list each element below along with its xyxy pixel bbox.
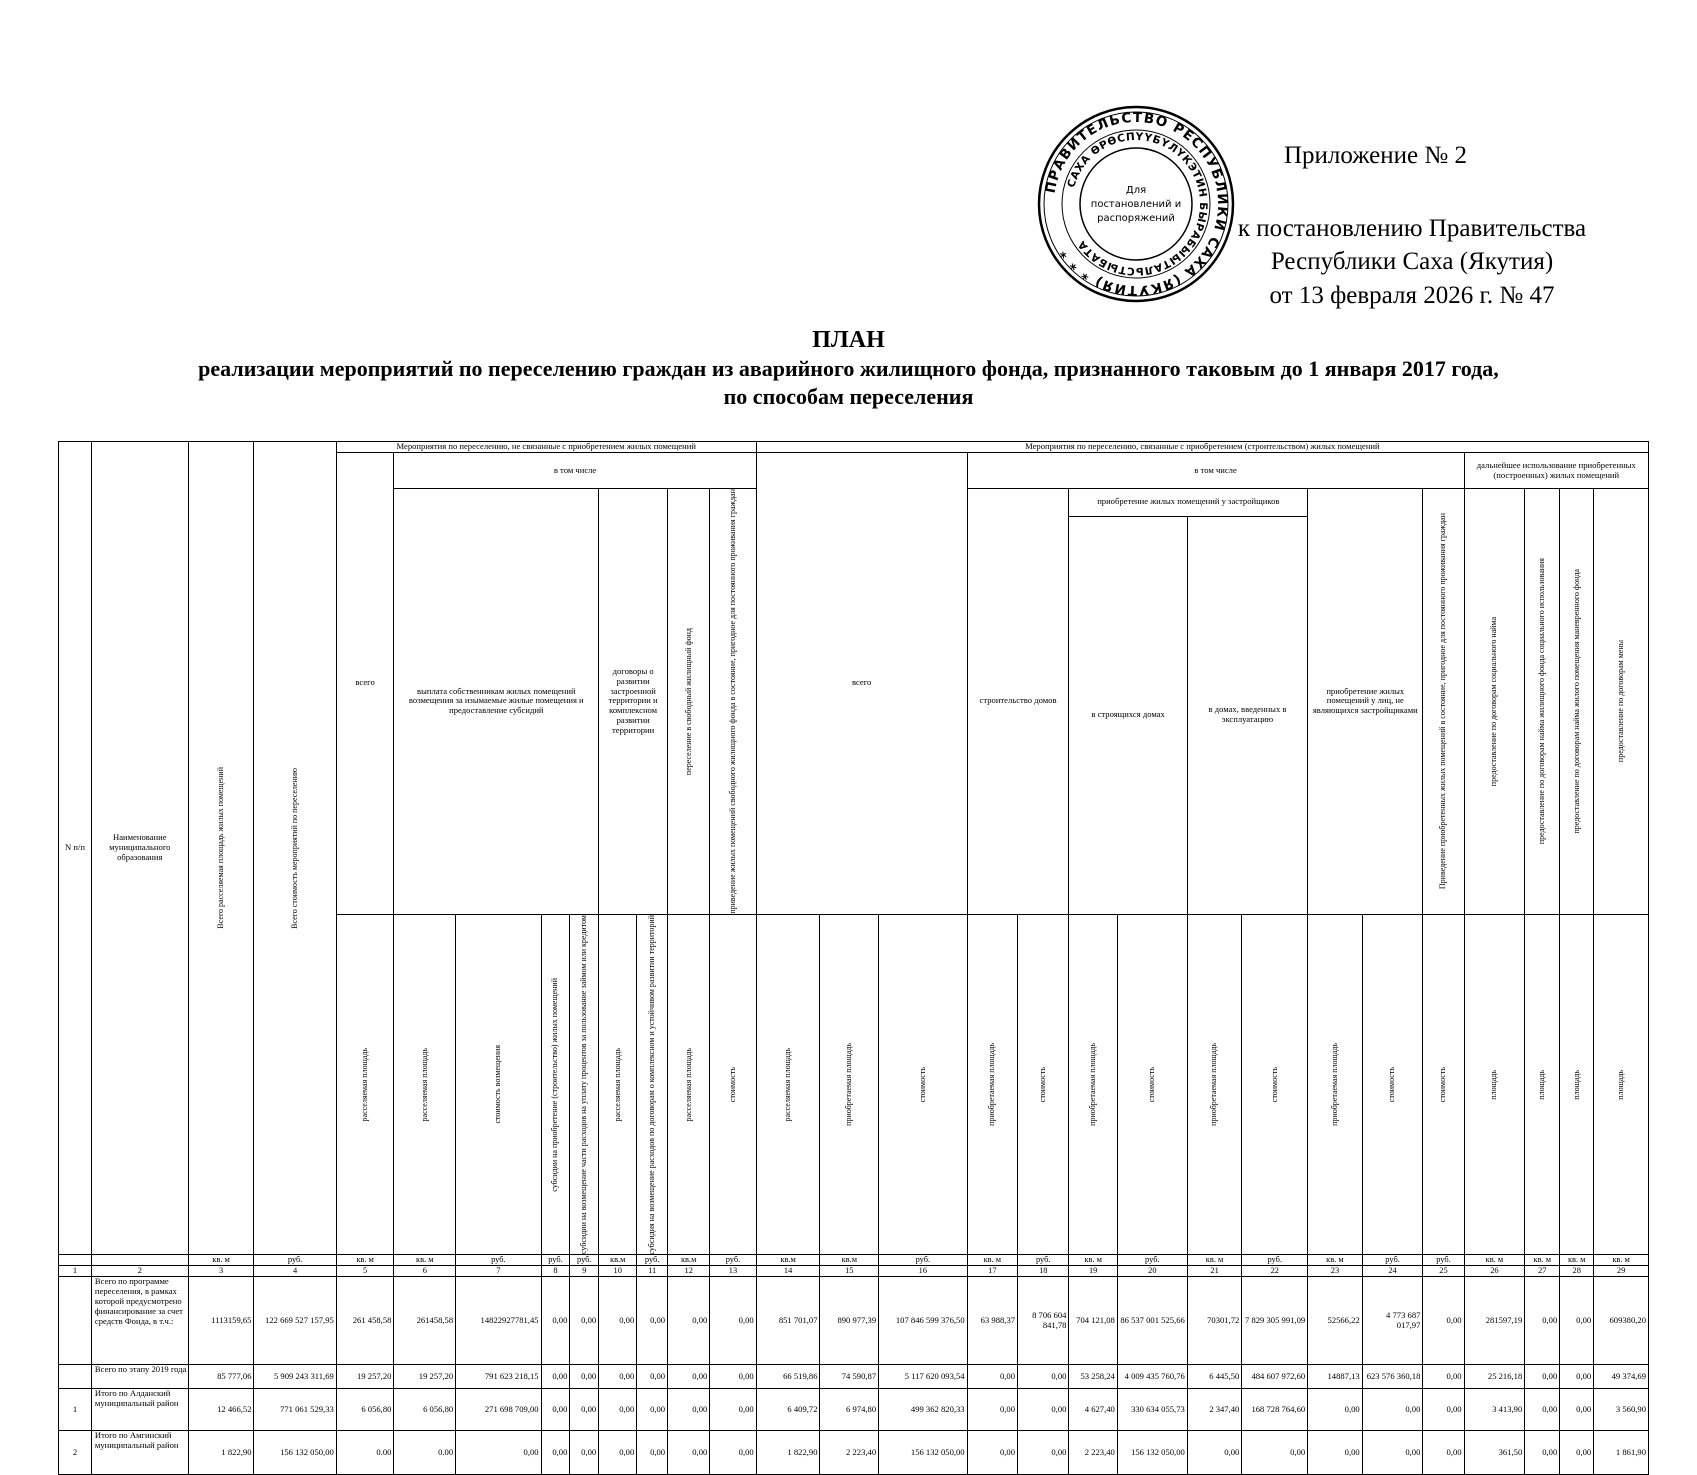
seal-center-1: Для [1125,185,1147,196]
table-cell: 49 374,69 [1594,1365,1649,1389]
column-number-cell: 6 [394,1266,456,1277]
subheader-cell: стоимость [1423,914,1464,1255]
column-number-cell: 13 [710,1266,756,1277]
column-number-cell: 17 [967,1266,1017,1277]
header-bringing-acquired: Приведение приобретенных жилых помещений в состояние, пригодное для постоянного проживания граждан [1423,489,1464,915]
table-cell: 261458,58 [394,1277,456,1365]
subheader-cell: стоимость [1018,914,1069,1255]
table-cell: 0,00 [668,1389,710,1431]
table-cell: 0,00 [541,1431,570,1475]
unit-cell: кв. м [188,1255,254,1266]
table-cell: 0,00 [1018,1431,1069,1475]
subheader-cell: субсидия на возмещение расходов по договорам о комплексном и устойчивом развитии территорий [637,914,668,1255]
table-cell: 8 706 604 841,78 [1018,1277,1069,1365]
unit-cell [91,1255,188,1266]
subheader-cell: субсидии на приобретение (строительство) жилых помещений [541,914,570,1255]
table-cell: 0,00 [570,1389,599,1431]
unit-cell: руб. [879,1255,967,1266]
table-cell: 107 846 599 376,50 [879,1277,967,1365]
table-cell: 0,00 [637,1365,668,1389]
table-cell: 0,00 [710,1389,756,1431]
table-cell [59,1365,92,1389]
unit-cell [59,1255,92,1266]
column-number-cell: 29 [1594,1266,1649,1277]
resolution-line-2: Республики Саха (Якутия) [1270,248,1554,276]
table-cell: 791 623 218,15 [456,1365,541,1389]
table-cell: 0,00 [1560,1431,1594,1475]
table-cell: 0,00 [1308,1431,1363,1475]
table-cell: 1 861,90 [1594,1431,1649,1475]
column-number-cell: 9 [570,1266,599,1277]
unit-cell: кв. м [1560,1255,1594,1266]
table-cell: 0,00 [710,1277,756,1365]
table-cell: 14822927781,45 [456,1277,541,1365]
table-cell: 14887,13 [1308,1365,1363,1389]
table-cell: 5 909 243 311,69 [254,1365,336,1389]
table-cell: 156 132 050,00 [879,1431,967,1475]
table-cell: 0,00 [710,1431,756,1475]
table-row [59,1389,1649,1431]
column-number-cell: 25 [1423,1266,1464,1277]
seal-outer-text: ПРАВИТЕЛЬСТВО РЕСПУБЛИКИ САХА (ЯКУТИЯ) * * * [1042,109,1231,299]
table-cell: 281597,19 [1464,1277,1525,1365]
header-total-cost: Всего стоимость мероприятий по переселению [254,442,336,1255]
unit-cell: кв. м [1069,1255,1117,1266]
table-cell: 0,00 [1560,1365,1594,1389]
unit-cell: руб. [456,1255,541,1266]
table-cell: 0,00 [1362,1431,1423,1475]
subheader-cell: субсидии на возмещение части расходов на уплату процентов за пользование займом или кредитом [570,914,599,1255]
municipality-name-cell: Всего по программе переселения, в рамках которой предусмотрено финансирование за счет средств Фонда, в т.ч.: [91,1277,188,1365]
table-cell: 0,00 [599,1277,637,1365]
table-cell: 0,00 [1187,1431,1242,1475]
header-construction: строительство домов [967,489,1069,915]
table-cell: 704 121,08 [1069,1277,1117,1365]
table-cell: 0,00 [668,1277,710,1365]
table-cell: 156 132 050,00 [1117,1431,1187,1475]
table-cell: 0,00 [637,1431,668,1475]
table-cell: 0,00 [599,1365,637,1389]
table-cell: 771 061 529,33 [254,1389,336,1431]
subheader-cell: расселяемая площадь [668,914,710,1255]
subheader-cell: площадь [1464,914,1525,1255]
municipality-name-cell: Всего по этапу 2019 года [91,1365,188,1389]
table-cell: 330 634 055,73 [1117,1389,1187,1431]
unit-cell: руб. [1423,1255,1464,1266]
unit-cell: руб. [637,1255,668,1266]
header-acq-developers: приобретение жилых помещений у застройщиков [1069,489,1308,517]
subheader-cell: площадь [1525,914,1560,1255]
table-cell: 1 822,90 [188,1431,254,1475]
unit-cell: кв. м [1525,1255,1560,1266]
header-total-area: Всего расселяемая площадь жилых помещений [188,442,254,1255]
header-exchange: предоставление по договорам мены [1594,489,1649,915]
table-cell: 0,00 [967,1389,1017,1431]
column-number-cell: 14 [756,1266,820,1277]
table-cell: 0,00 [1560,1277,1594,1365]
header-contracts: договоры о развитии застроенной территории и комплексном развитии территории [599,489,668,915]
table-cell: 0,00 [967,1431,1017,1475]
header-name: Наименование муниципального образования [91,442,188,1255]
table-cell: 156 132 050,00 [254,1431,336,1475]
column-number-cell: 19 [1069,1266,1117,1277]
document-title [40,325,1657,410]
units-row [59,1255,1649,1266]
table-cell: 7 829 305 991,09 [1242,1277,1308,1365]
unit-cell: руб. [1242,1255,1308,1266]
seal-center-3: распоряжений [1097,213,1175,224]
unit-cell: руб. [541,1255,570,1266]
table-cell: 85 777,06 [188,1365,254,1389]
subheader-cell: расселяемая площадь [394,914,456,1255]
unit-cell: кв. м [1308,1255,1363,1266]
title-line-3: по способам переселения [723,383,974,409]
subheader-cell: стоимость [1362,914,1423,1255]
table-cell: 0,00 [1560,1389,1594,1431]
table-cell: 0,00 [1242,1431,1308,1475]
table-cell: 2 223,40 [820,1431,879,1475]
table-cell: 53 258,24 [1069,1365,1117,1389]
subheader-cell: стоимость [710,914,756,1255]
table-cell: 0,00 [668,1431,710,1475]
appendix-label: Приложение № 2 [1283,142,1467,169]
table-cell: 6 445,50 [1187,1365,1242,1389]
unit-cell: руб. [710,1255,756,1266]
table-cell: 4 773 687 017,97 [1362,1277,1423,1365]
table-cell: 0,00 [1525,1431,1560,1475]
seal-inner-text: САХА ӨРӨСПҮҮБҮЛҮКЭТИН БЫРАБЫЫТАЛЬСТЫБАТА [1065,130,1210,278]
header-social: предоставление по договорам социального найма [1464,489,1525,915]
column-number-cell: 1 [59,1266,92,1277]
table-cell: 1 [59,1389,92,1431]
municipality-name-cell: Итого по Алданский муниципальный район [91,1389,188,1431]
official-seal [1036,104,1236,304]
table-cell: 1 822,90 [756,1431,820,1475]
column-number-cell: 24 [1362,1266,1423,1277]
table-cell: 6 974,80 [820,1389,879,1431]
table-cell: 4 009 435 760,76 [1117,1365,1187,1389]
table-cell: 0,00 [1308,1389,1363,1431]
subheader-cell: стоимость возмещения [456,914,541,1255]
table-cell: 851 701,07 [756,1277,820,1365]
unit-cell: кв. м [1187,1255,1242,1266]
header-np: N п/п [59,442,92,1255]
header-payment: выплата собственникам жилых помещений возмещения за изымаемые жилые помещения и предоставление субсидий [394,489,599,915]
unit-cell: руб. [1018,1255,1069,1266]
table-cell: 52566,22 [1308,1277,1363,1365]
subheader-cell: приобретаемая площадь [967,914,1017,1255]
column-number-cell: 11 [637,1266,668,1277]
table-cell: 0,00 [541,1365,570,1389]
table-cell: 623 576 360,18 [1362,1365,1423,1389]
unit-cell: кв. м [394,1255,456,1266]
table-cell: 0,00 [541,1389,570,1431]
header-free-fund: переселение в свободный жилищный фонд [668,489,710,915]
table-cell: 63 988,37 [967,1277,1017,1365]
resolution-reference [1222,212,1602,312]
header-including-1: в том числе [394,453,756,489]
table-row [59,1277,1649,1365]
table-cell: 890 977,39 [820,1277,879,1365]
table-cell: 122 669 527 157,95 [254,1277,336,1365]
resettlement-plan-table [58,441,1649,1475]
unit-cell: кв.м [820,1255,879,1266]
table-cell: 0,00 [1423,1365,1464,1389]
table-cell: 0,00 [1018,1365,1069,1389]
column-number-cell: 18 [1018,1266,1069,1277]
table-cell: 6 056,80 [336,1389,394,1431]
column-number-cell: 10 [599,1266,637,1277]
subheader-cell: расселяемая площадь [599,914,637,1255]
table-cell: 2 223,40 [1069,1431,1117,1475]
table-cell: 2 347,40 [1187,1389,1242,1431]
table-cell: 3 413,90 [1464,1389,1525,1431]
header-related: Мероприятия по переселению, связанные с приобретением (строительством) жилых помещений [756,442,1648,453]
column-number-cell: 5 [336,1266,394,1277]
header-acq-non-developers: приобретение жилых помещений у лиц, не являющихся застройщиками [1308,489,1423,915]
table-cell: 25 216,18 [1464,1365,1525,1389]
table-cell: 66 519,86 [756,1365,820,1389]
table-cell: 6 056,80 [394,1389,456,1431]
column-number-cell: 3 [188,1266,254,1277]
subheader-cell: расселяемая площадь [756,914,820,1255]
header-further-use: дальнейшее использование приобретенных (построенных) жилых помещений [1464,453,1648,489]
header-including-2: в том числе [967,453,1464,489]
column-number-cell: 27 [1525,1266,1560,1277]
column-number-cell: 8 [541,1266,570,1277]
column-number-cell: 22 [1242,1266,1308,1277]
table-row [59,1365,1649,1389]
table-cell: 499 362 820,33 [879,1389,967,1431]
header-total-not-related: всего [336,453,394,915]
column-number-cell: 21 [1187,1266,1242,1277]
table-cell: 5 117 620 093,54 [879,1365,967,1389]
table-cell: 0,00 [668,1365,710,1389]
table-cell: 0.00 [336,1431,394,1475]
subheader-cell: стоимость [1117,914,1187,1255]
unit-cell: кв. м [336,1255,394,1266]
resolution-line-3: от 13 февраля 2026 г. № 47 [1269,281,1555,309]
table-cell [59,1277,92,1365]
subheader-cell: площадь [1594,914,1649,1255]
table-cell: 1113159,65 [188,1277,254,1365]
unit-cell: руб. [1117,1255,1187,1266]
header-social-use: предоставление по договорам найма жилищного фонда социального использования [1525,489,1560,915]
column-number-cell: 23 [1308,1266,1363,1277]
table-cell: 261 458,58 [336,1277,394,1365]
subheader-cell: приобретаемая площадь [1308,914,1363,1255]
table-cell: 0,00 [599,1389,637,1431]
title-line-2: реализации мероприятий по переселению граждан из аварийного жилищного фонда, признанного таковым до 1 января 2017 года, [198,356,1499,381]
subheader-cell: приобретаемая площадь [1187,914,1242,1255]
unit-cell: кв. м [1464,1255,1525,1266]
table-cell: 19 257,20 [394,1365,456,1389]
unit-cell: кв. м [1594,1255,1649,1266]
table-cell: 86 537 001 525,66 [1117,1277,1187,1365]
unit-cell: руб. [254,1255,336,1266]
column-number-cell: 20 [1117,1266,1187,1277]
table-cell: 0,00 [1525,1365,1560,1389]
column-number-cell: 4 [254,1266,336,1277]
header-maneuver: предоставление по договорам найма жилого помещения маневренного фонда [1560,489,1594,915]
table-cell: 19 257,20 [336,1365,394,1389]
table-cell: 0,00 [570,1431,599,1475]
table-cell: 0.00 [394,1431,456,1475]
header-in-commissioned: в домах, введенных в эксплуатацию [1187,516,1307,914]
header-in-construction: в строящихся домах [1069,516,1187,914]
column-number-cell: 16 [879,1266,967,1277]
column-number-row [59,1266,1649,1277]
unit-cell: руб. [570,1255,599,1266]
table-cell: 168 728 764,60 [1242,1389,1308,1431]
table-cell: 0,00 [1362,1389,1423,1431]
unit-cell: кв.м [599,1255,637,1266]
unit-cell: кв. м [967,1255,1017,1266]
table-cell: 0,00 [570,1277,599,1365]
table-cell: 0,00 [710,1365,756,1389]
table-cell: 0,00 [967,1365,1017,1389]
table-cell: 0,00 [637,1389,668,1431]
table-cell: 0,00 [541,1277,570,1365]
table-row [59,1431,1649,1475]
header-bringing: приведение жилых помещений свободного жилищного фонда в состояние, пригодное для постоянного проживания граждан [710,489,756,915]
column-number-cell: 7 [456,1266,541,1277]
subheader-cell: стоимость [879,914,967,1255]
column-number-cell: 15 [820,1266,879,1277]
table-cell: 2 [59,1431,92,1475]
municipality-name-cell: Итого по Амгинский муниципальный район [91,1431,188,1475]
table-cell: 6 409,72 [756,1389,820,1431]
subheader-cell: площадь [1560,914,1594,1255]
table-cell: 0,00 [1525,1389,1560,1431]
table-cell: 4 627,40 [1069,1389,1117,1431]
table-cell: 0,00 [1423,1389,1464,1431]
header-total-related: всего [756,453,967,915]
table-cell: 271 698 709,00 [456,1389,541,1431]
table-cell: 0,00 [637,1277,668,1365]
unit-cell: кв.м [668,1255,710,1266]
unit-cell: руб. [1362,1255,1423,1266]
table-cell: 484 607 972,60 [1242,1365,1308,1389]
table-cell: 70301,72 [1187,1277,1242,1365]
unit-cell: кв.м [756,1255,820,1266]
table-cell: 0,00 [456,1431,541,1475]
table-cell: 0,00 [570,1365,599,1389]
table-cell: 0,00 [1018,1389,1069,1431]
subheader-cell: приобретаемая площадь [820,914,879,1255]
column-number-cell: 28 [1560,1266,1594,1277]
resolution-line-1: к постановлению Правительства [1237,215,1587,242]
table-cell: 609380,20 [1594,1277,1649,1365]
column-number-cell: 2 [91,1266,188,1277]
table-cell: 0,00 [1423,1277,1464,1365]
column-number-cell: 12 [668,1266,710,1277]
subheader-cell: стоимость [1242,914,1308,1255]
column-number-cell: 26 [1464,1266,1525,1277]
table-cell: 3 560,90 [1594,1389,1649,1431]
table-cell: 74 590,87 [820,1365,879,1389]
seal-center-2: постановлений и [1090,199,1182,210]
table-cell: 361,50 [1464,1431,1525,1475]
title-plan: ПЛАН [812,327,885,353]
table-cell: 0,00 [599,1431,637,1475]
table-cell: 12 466,52 [188,1389,254,1431]
table-cell: 0,00 [1423,1431,1464,1475]
subheader-cell: расселяемая площадь [336,914,394,1255]
table-cell: 0,00 [1525,1277,1560,1365]
subheader-cell: приобретаемая площадь [1069,914,1117,1255]
header-not-related: Мероприятия по переселению, не связанные с приобретением жилых помещений [336,442,756,453]
